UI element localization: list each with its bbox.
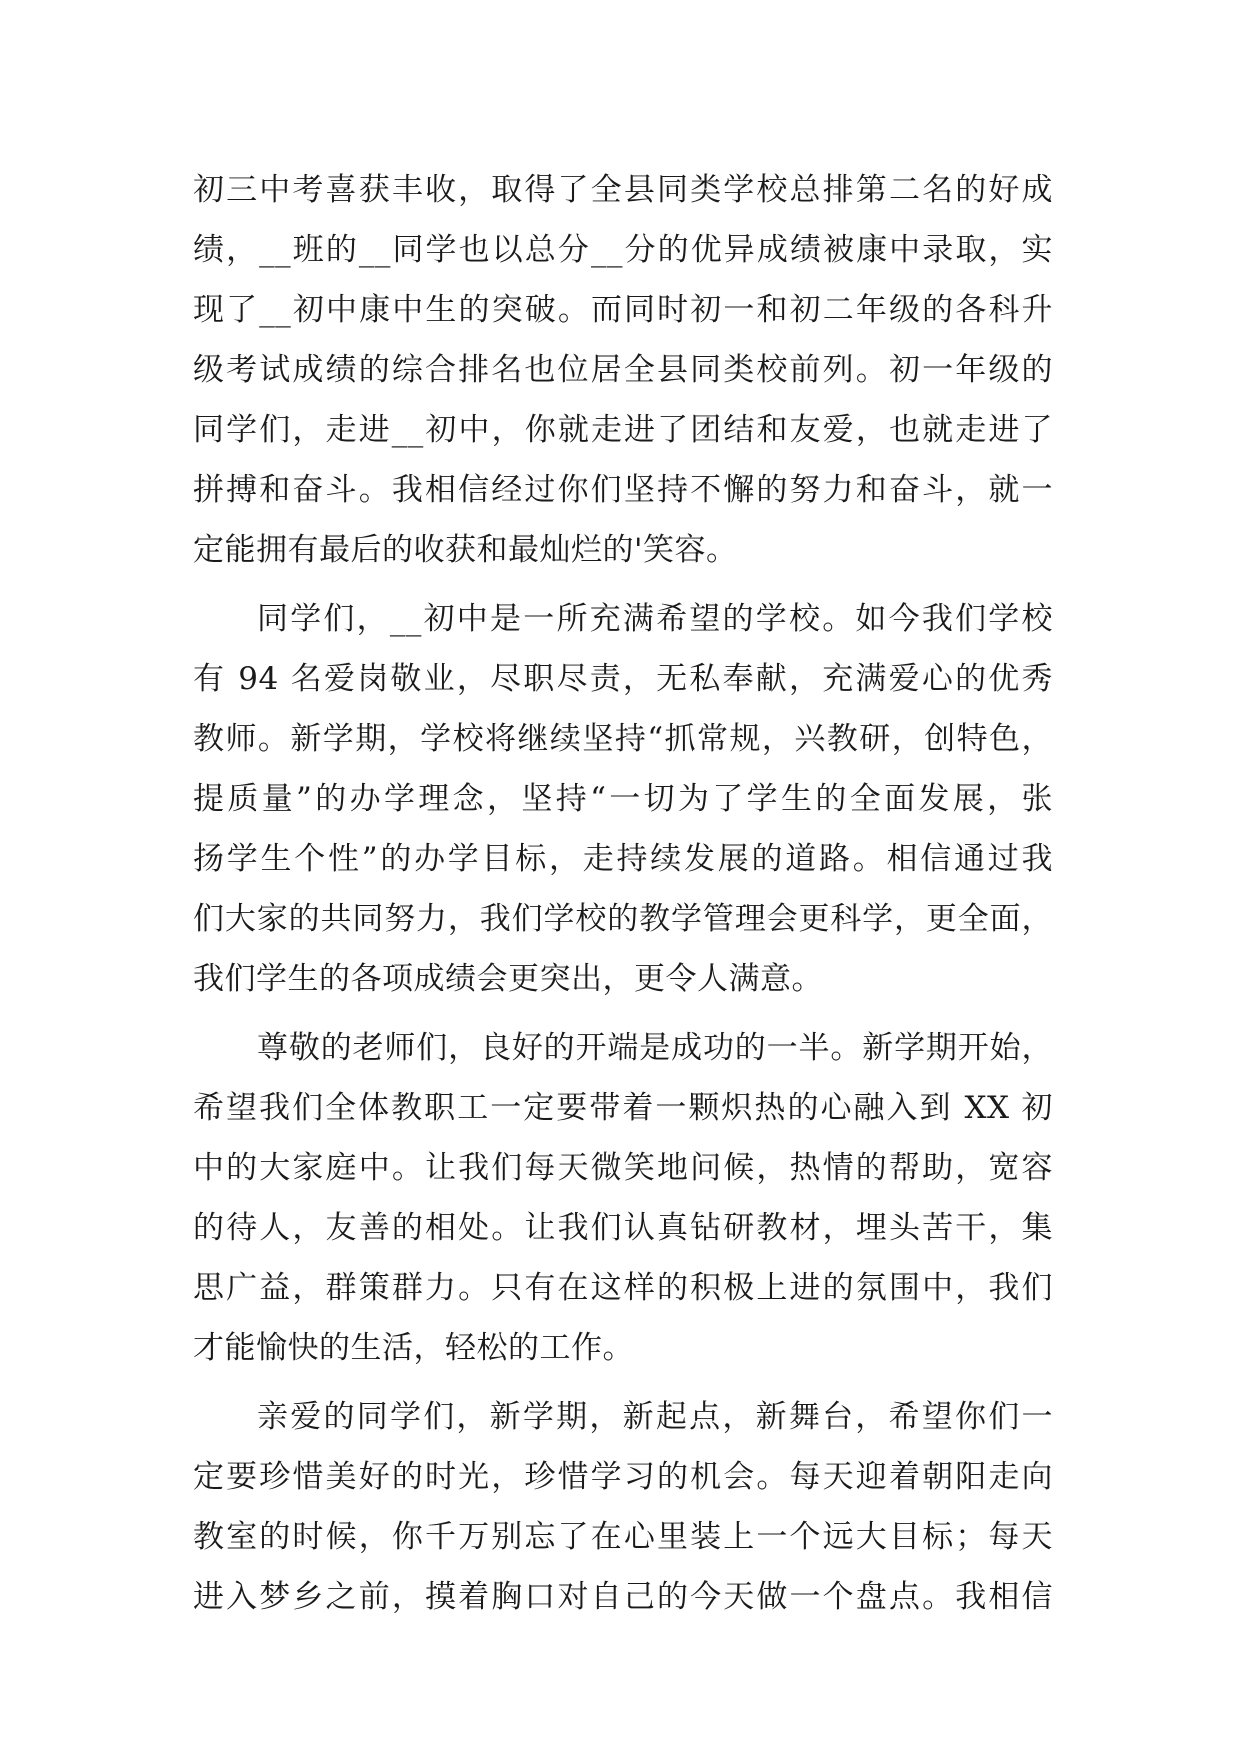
text-line: 初三中考喜获丰收，取得了全县同类学校总排第二名的好成 <box>193 172 1053 208</box>
paragraph-spacer <box>193 1009 1053 1018</box>
text-line: 我们学生的各项成绩会更突出，更令人满意。 <box>193 961 823 997</box>
text-line: 思广益，群策群力。只有在这样的积极上进的氛围中，我们 <box>193 1270 1053 1306</box>
text-line: 现了__初中康中生的突破。而同时初一和初二年级的各科升 <box>193 292 1053 328</box>
text-line: 提质量”的办学理念，坚持“一切为了学生的全面发展，张 <box>193 781 1053 817</box>
text-line: 中的大家庭中。让我们每天微笑地问候，热情的帮助，宽容 <box>193 1150 1053 1186</box>
text-line: 级考试成绩的综合排名也位居全县同类校前列。初一年级的 <box>193 352 1053 388</box>
text-line: 希望我们全体教职工一定要带着一颗炽热的心融入到 XX 初 <box>193 1090 1053 1126</box>
paragraph-2 <box>193 589 1053 1009</box>
text-line: 同学们，__初中是一所充满希望的学校。如今我们学校 <box>257 601 1053 637</box>
text-line: 进入梦乡之前，摸着胸口对自己的今天做一个盘点。我相信 <box>193 1579 1053 1615</box>
paragraph-4 <box>193 1387 1053 1627</box>
text-line: 定能拥有最后的收获和最灿烂的'笑容。 <box>193 532 738 568</box>
paragraph-3 <box>193 1018 1053 1378</box>
text-line: 拼搏和奋斗。我相信经过你们坚持不懈的努力和奋斗，就一 <box>193 472 1053 508</box>
text-line: 绩，__班的__同学也以总分__分的优异成绩被康中录取，实 <box>193 232 1053 268</box>
text-line: 扬学生个性”的办学目标，走持续发展的道路。相信通过我 <box>193 841 1053 877</box>
text-line: 同学们，走进__初中，你就走进了团结和友爱，也就走进了 <box>193 412 1053 448</box>
text-line: 亲爱的同学们，新学期，新起点，新舞台，希望你们一 <box>257 1399 1053 1435</box>
text-line: 尊敬的老师们，良好的开端是成功的一半。新学期开始， <box>257 1030 1053 1066</box>
text-line: 的待人，友善的相处。让我们认真钻研教材，埋头苦干，集 <box>193 1210 1053 1246</box>
text-line: 有 94 名爱岗敬业，尽职尽责，无私奉献，充满爱心的优秀 <box>193 661 1053 697</box>
paragraph-spacer <box>193 1378 1053 1387</box>
text-line: 教师。新学期，学校将继续坚持“抓常规，兴教研，创特色， <box>193 721 1053 757</box>
paragraph-1 <box>193 160 1053 580</box>
text-line: 才能愉快的生活，轻松的工作。 <box>193 1330 634 1366</box>
text-line: 教室的时候，你千万别忘了在心里装上一个远大目标；每天 <box>193 1519 1053 1555</box>
text-line: 们大家的共同努力，我们学校的教学管理会更科学，更全面， <box>193 901 1053 937</box>
document-body <box>193 160 1053 1627</box>
paragraph-spacer <box>193 580 1053 589</box>
text-line: 定要珍惜美好的时光，珍惜学习的机会。每天迎着朝阳走向 <box>193 1459 1053 1495</box>
